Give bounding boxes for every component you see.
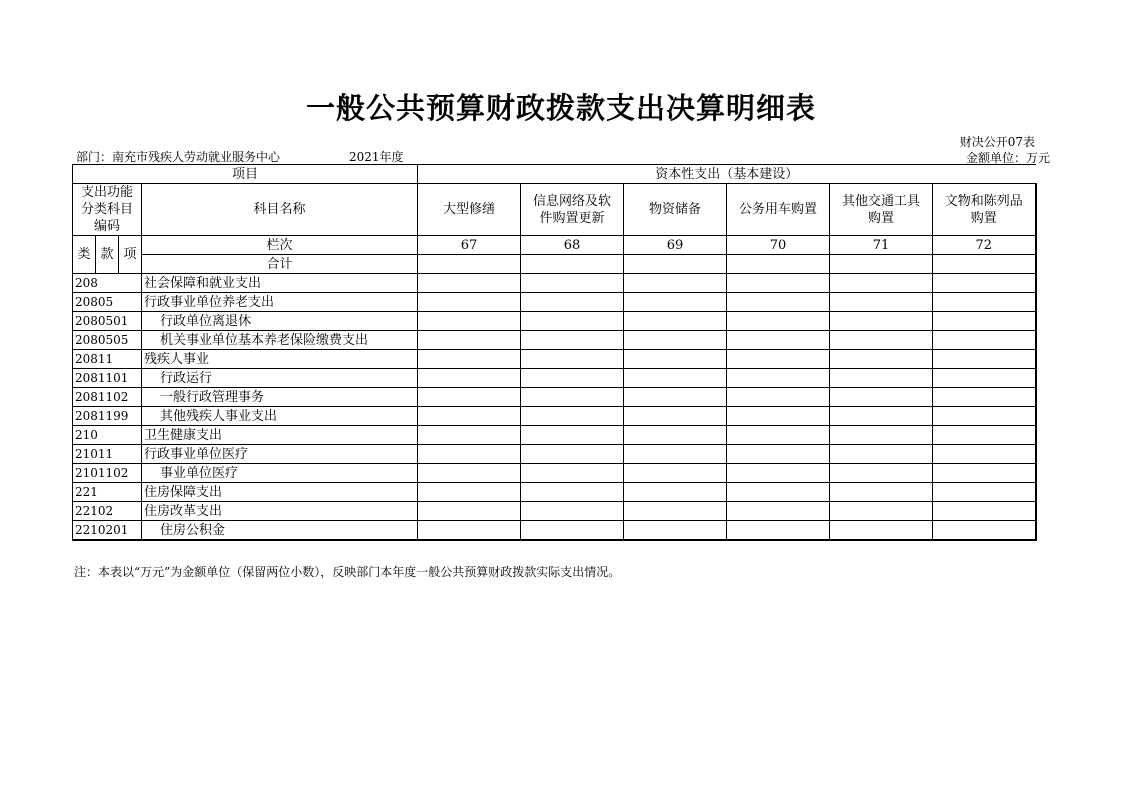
subject-name: 残疾人事业 (142, 350, 418, 369)
subject-code: 21011 (73, 445, 142, 464)
subject-name: 行政事业单位医疗 (142, 445, 418, 464)
table-row (73, 483, 1036, 502)
amount-cell (624, 483, 727, 502)
amount-cell (727, 293, 830, 312)
col-header-2: 物资储备 (624, 184, 727, 236)
amount-cell (830, 312, 933, 331)
amount-cell (933, 312, 1036, 331)
lanci-label: 栏次 (142, 236, 418, 255)
amount-cell (521, 312, 624, 331)
amount-cell (727, 407, 830, 426)
col-header-5: 文物和陈列品购置 (933, 184, 1036, 236)
amount-cell (830, 407, 933, 426)
amount-cell (933, 350, 1036, 369)
amount-cell (727, 331, 830, 350)
subject-code: 2081101 (73, 369, 142, 388)
amount-cell (624, 274, 727, 293)
col-header-1: 信息网络及软件购置更新 (521, 184, 624, 236)
amount-cell (830, 426, 933, 445)
amount-cell (521, 274, 624, 293)
amount-cell (624, 331, 727, 350)
amount-cell (933, 293, 1036, 312)
subject-code: 2081102 (73, 388, 142, 407)
table-row (73, 502, 1036, 521)
subject-code: 2081199 (73, 407, 142, 426)
subject-name: 行政运行 (142, 369, 418, 388)
amount-cell (933, 369, 1036, 388)
col-header-4: 其他交通工具购置 (830, 184, 933, 236)
col-number-3: 70 (727, 236, 830, 255)
footnote: 注：本表以“万元”为金额单位（保留两位小数），反映部门本年度一般公共预算财政拨款实际支出情况。 (74, 565, 621, 579)
amount-cell (418, 483, 521, 502)
amount-cell (727, 388, 830, 407)
amount-cell (933, 483, 1036, 502)
subject-code: 221 (73, 483, 142, 502)
amount-cell (624, 502, 727, 521)
lei-header: 类 (73, 236, 96, 274)
amount-cell (727, 312, 830, 331)
amount-cell (521, 388, 624, 407)
amount-cell (830, 464, 933, 483)
subject-code: 208 (73, 274, 142, 293)
year-label: 2021年度 (349, 150, 404, 164)
amount-cell (521, 426, 624, 445)
subject-code: 2080501 (73, 312, 142, 331)
amount-cell (624, 350, 727, 369)
amount-cell (830, 502, 933, 521)
amount-cell (521, 293, 624, 312)
amount-cell (727, 521, 830, 541)
subject-name: 一般行政管理事务 (142, 388, 418, 407)
amount-cell (727, 369, 830, 388)
amount-cell (624, 464, 727, 483)
amount-cell (624, 293, 727, 312)
amount-cell (521, 331, 624, 350)
table-row (73, 388, 1036, 407)
amount-cell (624, 445, 727, 464)
subject-name: 行政单位离退休 (142, 312, 418, 331)
amount-cell (624, 369, 727, 388)
subject-name: 行政事业单位养老支出 (142, 293, 418, 312)
subject-name: 机关事业单位基本养老保险缴费支出 (142, 331, 418, 350)
amount-cell (624, 426, 727, 445)
col-number-5: 72 (933, 236, 1036, 255)
amount-cell (418, 293, 521, 312)
amount-cell (521, 445, 624, 464)
amount-cell (521, 464, 624, 483)
amount-cell (521, 521, 624, 541)
amount-cell (418, 407, 521, 426)
expenditure-table (72, 164, 1037, 541)
table-row (73, 293, 1036, 312)
amount-cell (521, 369, 624, 388)
subject-code: 20805 (73, 293, 142, 312)
total-cell (933, 255, 1036, 274)
form-number: 财决公开07表 (959, 135, 1035, 149)
amount-cell (727, 445, 830, 464)
col-number-4: 71 (830, 236, 933, 255)
amount-cell (830, 521, 933, 541)
amount-cell (727, 426, 830, 445)
amount-cell (727, 350, 830, 369)
subject-code: 2210201 (73, 521, 142, 541)
subject-name: 住房改革支出 (142, 502, 418, 521)
col-header-3: 公务用车购置 (727, 184, 830, 236)
amount-cell (418, 502, 521, 521)
total-cell (418, 255, 521, 274)
col-number-2: 69 (624, 236, 727, 255)
project-header: 项目 (73, 165, 418, 184)
amount-cell (933, 426, 1036, 445)
capital-expenditure-header: 资本性支出（基本建设） (418, 165, 1036, 184)
name-header: 科目名称 (142, 184, 418, 236)
department-label: 部门：南充市残疾人劳动就业服务中心 (76, 150, 281, 164)
amount-cell (418, 274, 521, 293)
amount-cell (933, 464, 1036, 483)
amount-cell (624, 388, 727, 407)
subject-name: 卫生健康支出 (142, 426, 418, 445)
amount-cell (933, 407, 1036, 426)
unit-label: 金额单位：万元 (965, 151, 1050, 165)
amount-cell (418, 426, 521, 445)
amount-cell (933, 388, 1036, 407)
amount-cell (418, 388, 521, 407)
subject-code: 210 (73, 426, 142, 445)
amount-cell (727, 274, 830, 293)
amount-cell (418, 369, 521, 388)
table-row (73, 407, 1036, 426)
table-row (73, 369, 1036, 388)
total-label: 合计 (142, 255, 418, 274)
table-row (73, 464, 1036, 483)
subject-code: 2080505 (73, 331, 142, 350)
amount-cell (830, 331, 933, 350)
amount-cell (418, 350, 521, 369)
table-row (73, 312, 1036, 331)
amount-cell (521, 350, 624, 369)
amount-cell (933, 274, 1036, 293)
amount-cell (418, 312, 521, 331)
total-cell (521, 255, 624, 274)
subject-name: 社会保障和就业支出 (142, 274, 418, 293)
code-header: 支出功能分类科目编码 (73, 184, 142, 236)
total-cell (727, 255, 830, 274)
amount-cell (418, 521, 521, 541)
amount-cell (624, 521, 727, 541)
amount-cell (830, 445, 933, 464)
amount-cell (727, 464, 830, 483)
table-row (73, 445, 1036, 464)
subject-code: 20811 (73, 350, 142, 369)
table-row (73, 521, 1036, 541)
amount-cell (830, 350, 933, 369)
col-number-0: 67 (418, 236, 521, 255)
amount-cell (830, 274, 933, 293)
amount-cell (933, 521, 1036, 541)
table-row (73, 350, 1036, 369)
total-cell (624, 255, 727, 274)
table-row (73, 426, 1036, 445)
amount-cell (624, 407, 727, 426)
amount-cell (830, 388, 933, 407)
amount-cell (830, 369, 933, 388)
amount-cell (727, 483, 830, 502)
col-header-0: 大型修缮 (418, 184, 521, 236)
page-title: 一般公共预算财政拨款支出决算明细表 (305, 91, 816, 125)
amount-cell (521, 483, 624, 502)
total-cell (830, 255, 933, 274)
amount-cell (933, 445, 1036, 464)
xiang-header: 项 (119, 236, 142, 274)
subject-code: 22102 (73, 502, 142, 521)
subject-name: 住房保障支出 (142, 483, 418, 502)
amount-cell (624, 312, 727, 331)
amount-cell (521, 502, 624, 521)
amount-cell (933, 331, 1036, 350)
amount-cell (418, 464, 521, 483)
col-number-1: 68 (521, 236, 624, 255)
subject-name: 事业单位医疗 (142, 464, 418, 483)
kuan-header: 款 (96, 236, 119, 274)
amount-cell (727, 502, 830, 521)
amount-cell (830, 293, 933, 312)
amount-cell (418, 331, 521, 350)
table-row (73, 331, 1036, 350)
amount-cell (933, 502, 1036, 521)
amount-cell (418, 445, 521, 464)
subject-name: 其他残疾人事业支出 (142, 407, 418, 426)
subject-code: 2101102 (73, 464, 142, 483)
table-row (73, 274, 1036, 293)
amount-cell (830, 483, 933, 502)
amount-cell (521, 407, 624, 426)
subject-name: 住房公积金 (142, 521, 418, 541)
